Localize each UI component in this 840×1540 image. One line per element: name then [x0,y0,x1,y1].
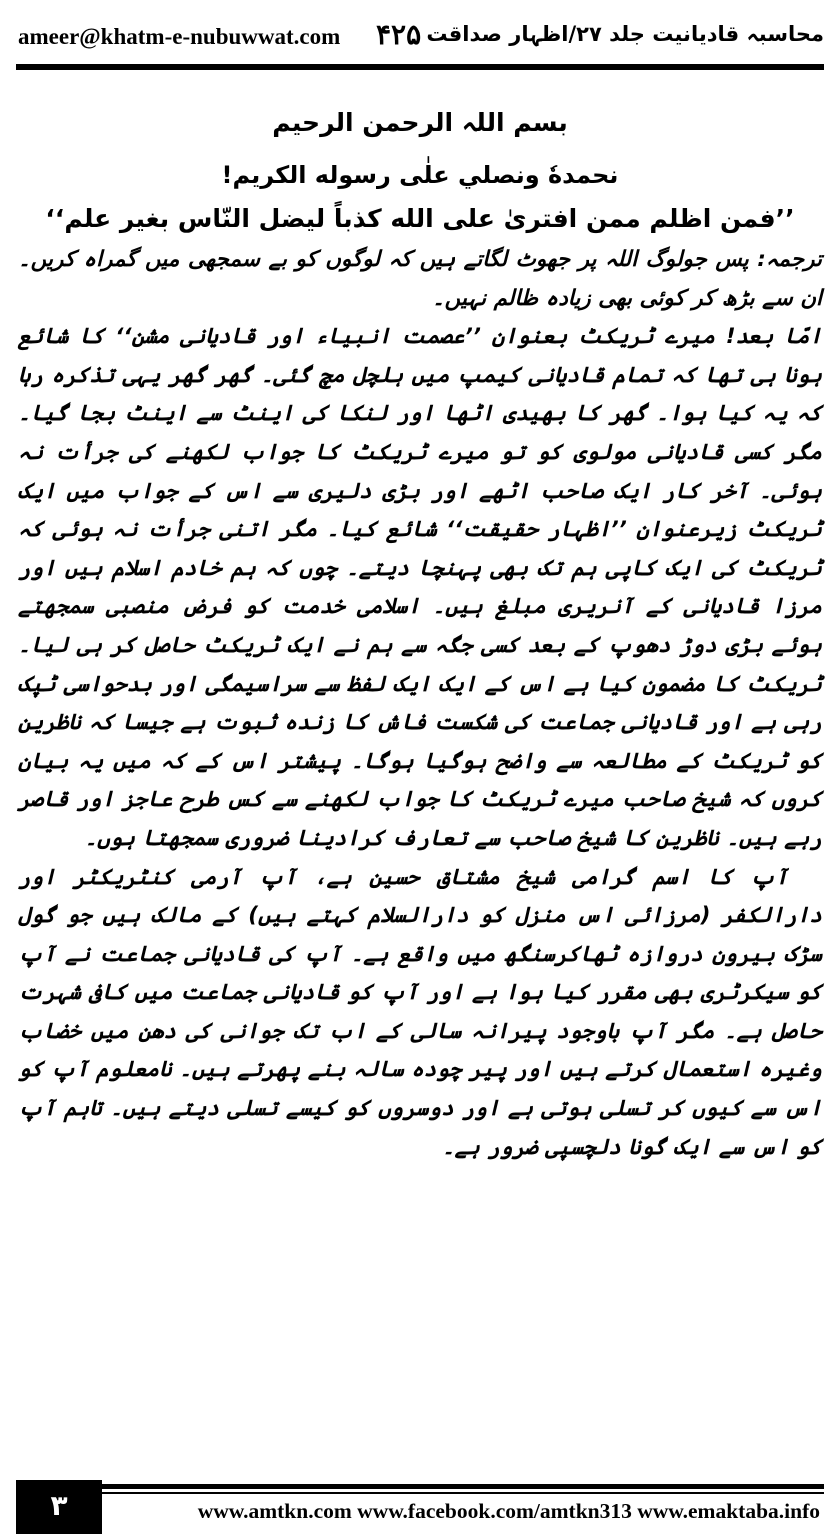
header-email: ameer@khatm-e-nubuwwat.com [18,24,341,49]
quran-verse: ’’فمن اظلم ممن افترىٰ على الله كذباً ليضل النّاس بغير علم‘‘ [45,204,795,233]
footer-rule [102,1484,824,1489]
page-header [16,18,824,58]
header-rule [16,64,824,70]
page-body [18,108,822,1167]
page-footer [16,1478,824,1534]
salutation-line: نحمدهٗ ونصلي علٰى رسوله الكريم! [221,161,619,189]
basmala-heading: بسم اللہ الرحمن الرحیم [272,108,568,137]
footer-rule-thin [102,1492,824,1494]
footer-page-marker: ۳ [16,1480,102,1534]
footer-links: www.amtkn.com www.facebook.com/amtkn313 www.emaktaba.info [197,1499,820,1523]
translation-paragraph: ترجمہ: پس جولوگ اللہ پر جھوٹ لگاتے ہیں کہ لوگوں کو بے سمجھی میں گمراہ کریں۔ ان سے بڑھ کر کوئی بھی زیادہ ظالم نہیں۔ [18,247,822,311]
header-book-title: محاسبہ قادیانیت جلد ۲۷/اظہار صداقت [426,22,824,46]
body-paragraph: آپ کا اسم گرامی شیخ مشتاق حسین ہے، آپ آرمی کنٹریکٹر اور دارالکفر (مرزائی اس منزل کو دارالسلام کہتے ہیں) کے مالک ہیں جو گول سڑک بیرون دروازہ ٹھاکرسنگھ میں واقع ہے۔ آپ کی قادیانی جماعت نے آپ کو سیکرٹری بھی مقرر کیا ہوا ہے اور آپ کو قادیانی جماعت میں کافی شہرت حاصل ہے۔ مگر آپ باوجود پیرانہ سالی کے اب تک جوانی کی دھن میں خضاب وغیرہ استعمال کرتے ہیں اور پیر چودہ سالہ بنے پھرتے ہیں۔ نامعلوم آپ کو اس سے کیوں کر تسلی ہوتی ہے اور دوسروں کو کیسے تسلی دیتے ہیں۔ تاہم آپ کو اس سے ایک گونا دلچسپی ضرور ہے۔ [18,864,822,1160]
header-page-number: ۴۲۵ [376,18,422,51]
body-paragraph: امّا بعد! میرے ٹریکٹ بعنوان ’’عصمت انبیاء اور قادیانی مشن‘‘ کا شائع ہونا ہی تھا کہ تمام قادیانی کیمپ میں ہلچل مچ گئی۔ گھر گھر یہی تذکرہ رہا کہ یہ کیا ہوا۔ گھر کا بھیدی اٹھا اور لنکا کی اینٹ سے اینٹ بجا گیا۔ مگر کسی قادیانی مولوی کو تو میرے ٹریکٹ کا جواب لکھنے کی جرأت نہ ہوئی۔ آخر کار ایک صاحب اٹھے اور بڑی دلیری سے اس کے جواب میں ایک ٹریکٹ زیرعنوان ’’اظہار حقیقت‘‘ شائع کیا۔ مگر اتنی جرأت نہ ہوئی کہ ٹریکٹ کی ایک کاپی ہم تک بھی پہنچا دیتے۔ چوں کہ ہم خادم اسلام ہیں اور مرزا قادیانی کے آنریری مبلغ ہیں۔ اسلامی خدمت کو فرض منصبی سمجھتے ہوئے بڑی دوڑ دھوپ کے بعد کسی جگہ سے ہم نے ایک ٹریکٹ حاصل کر ہی لیا۔ ٹریکٹ کا مضمون کیا ہے اس کے ایک ایک لفظ سے سراسیمگی اور بدحواسی ٹپک رہی ہے اور قادیانی جماعت کی شکست فاش کا زندہ ثبوت ہے جیسا کہ ناظرین کو ٹریکٹ کے مطالعہ سے واضح ہوگیا ہوگا۔ پیشتر اس کے کہ میں یہ بیان کروں کہ شیخ صاحب میرے ٹریکٹ کا جواب لکھنے سے کس طرح عاجز اور قاصر رہے ہیں۔ ناظرین کا شیخ صاحب سے تعارف کرادینا ضروری سمجھتا ہوں۔ [18,324,822,851]
